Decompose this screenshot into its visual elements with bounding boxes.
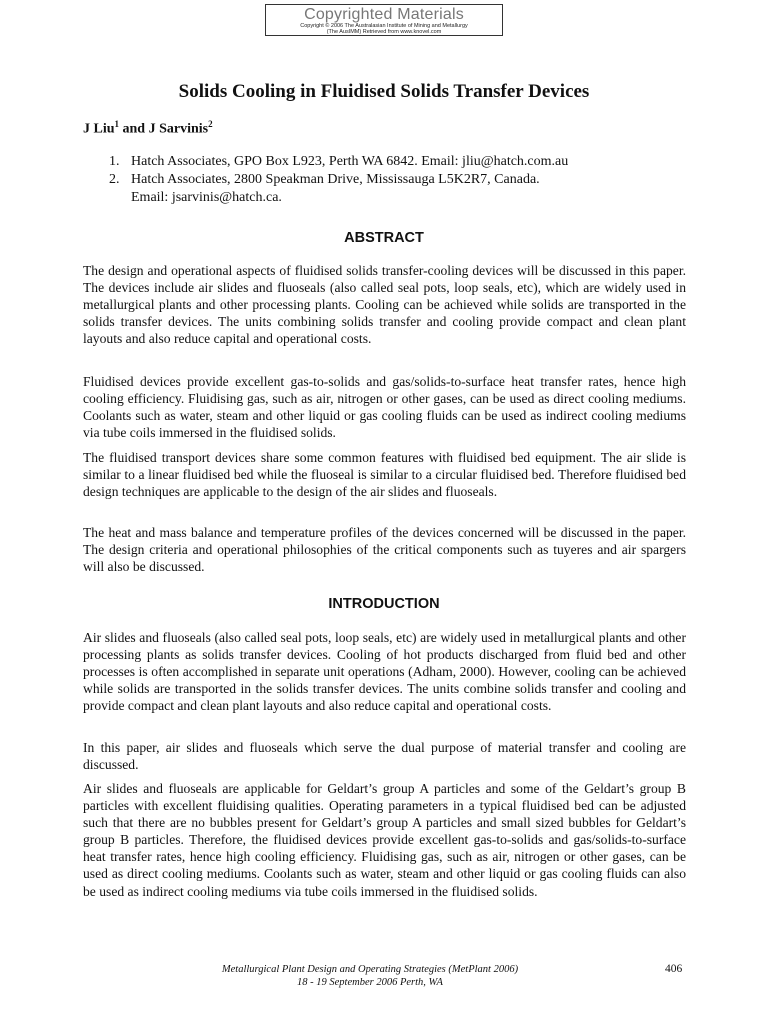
author-2: J Sarvinis — [148, 121, 209, 137]
introduction-paragraph: In this paper, air slides and fluoseals which serve the dual purpose of material transfer and cooling are discussed. — [83, 740, 686, 773]
abstract-paragraph: The design and operational aspects of fluidised solids transfer-cooling devices will be discussed in this paper. The devices include air slides and fluoseals (also called seal pots, loop seals, etc), which are widely used in metallurgical plants and other processing plants. Cooling can be achieved while solids are transported in the solids transfer devices. The units combining solids transfer and cooling provide compact and clean plant layouts and also reduce capital and operational costs. — [83, 263, 686, 347]
affiliation-list — [109, 153, 568, 207]
affiliation-text: Hatch Associates, 2800 Speakman Drive, Mississauga L5K2R7, Canada. — [131, 172, 540, 187]
paper-title: Solids Cooling in Fluidised Solids Transfer Devices — [178, 81, 590, 102]
abstract-heading: ABSTRACT — [344, 230, 424, 246]
affiliation-item — [109, 171, 568, 207]
author-1-affiliation-mark: 1 — [114, 119, 120, 129]
affiliation-number: 2. — [109, 172, 120, 187]
author-2-affiliation-mark: 2 — [208, 119, 213, 129]
introduction-paragraph: Air slides and fluoseals (also called seal pots, loop seals, etc) are widely used in metallurgical plants and other processing plants as solids transfer devices. Cooling of hot products discharged from fluid bed and other processes is often accomplished in separate unit operations (Adham, 2000). However, cooling can be achieved while solids are transported in the solids transfer devices. The units combine solids transfer and cooling and provide compact and clean plant layouts and also reduce capital and operational costs. — [83, 630, 686, 714]
page-footer — [170, 963, 570, 989]
author-1: J Liu — [83, 121, 115, 137]
introduction-paragraph: Air slides and fluoseals are applicable for Geldart’s group A particles and some of the Geldart’s group B particles with excellent fluidising qualities. Operating parameters in a typical fluidised bed can be adjusted such that there are no bubbles present for Geldart’s group A particles and small sized bubbles for Geldart’s group B particles. Therefore, the fluidised devices provide excellent gas-to-solids and gas/solids-to-surface heat transfer rates, hence high cooling efficiency. Fluidising gas, such as air, nitrogen or other gases, can be used as direct cooling mediums. Coolants such as water, steam and other liquid or gas cooling fluids can also be used as indirect cooling mediums via tube coils immersed in the fluidised solids. — [83, 781, 686, 899]
author-line — [83, 119, 213, 138]
copyright-stamp — [265, 4, 503, 36]
affiliation-text: Hatch Associates, GPO Box L923, Perth WA 6842. Email: jliu@hatch.com.au — [131, 154, 569, 169]
affiliation-item — [109, 153, 568, 171]
abstract-paragraph: The fluidised transport devices share some common features with fluidised bed equipment. The air slide is similar to a linear fluidised bed while the fluoseal is similar to a circular fluidised bed. Therefore fluidised bed design techniques are applicable to the design of the air slides and fluoseals. — [83, 450, 686, 500]
footer-dates: 18 - 19 September 2006 Perth, WA — [297, 977, 443, 988]
stamp-line-2: (The AusIMM) Retrieved from www.knovel.com — [326, 29, 442, 35]
abstract-paragraph: Fluidised devices provide excellent gas-to-solids and gas/solids-to-surface heat transfer rates, hence high cooling efficiency. Fluidising gas, such as air, nitrogen or other gases, can be used as direct cooling mediums. Coolants such as water, steam and other liquid or gas cooling fluids can be used as indirect cooling mediums via tube coils immersed in the fluidised solids. — [83, 374, 686, 441]
author-conjunction: and — [119, 121, 149, 137]
page-number: 406 — [665, 963, 683, 975]
affiliation-email: Email: jsarvinis@hatch.ca. — [131, 190, 282, 205]
footer-conference: Metallurgical Plant Design and Operating Strategies (MetPlant 2006) — [221, 964, 519, 975]
introduction-heading: INTRODUCTION — [328, 596, 440, 612]
abstract-paragraph: The heat and mass balance and temperature profiles of the devices concerned will be discussed in the paper. The design criteria and operational philosophies of the critical components such as tuyeres and air spargers will also be discussed. — [83, 525, 686, 575]
stamp-line-1: Copyright © 2006 The Australasian Institute of Mining and Metallurgy — [300, 23, 468, 29]
affiliation-number: 1. — [109, 154, 120, 169]
stamp-title: Copyrighted Materials — [304, 6, 464, 23]
